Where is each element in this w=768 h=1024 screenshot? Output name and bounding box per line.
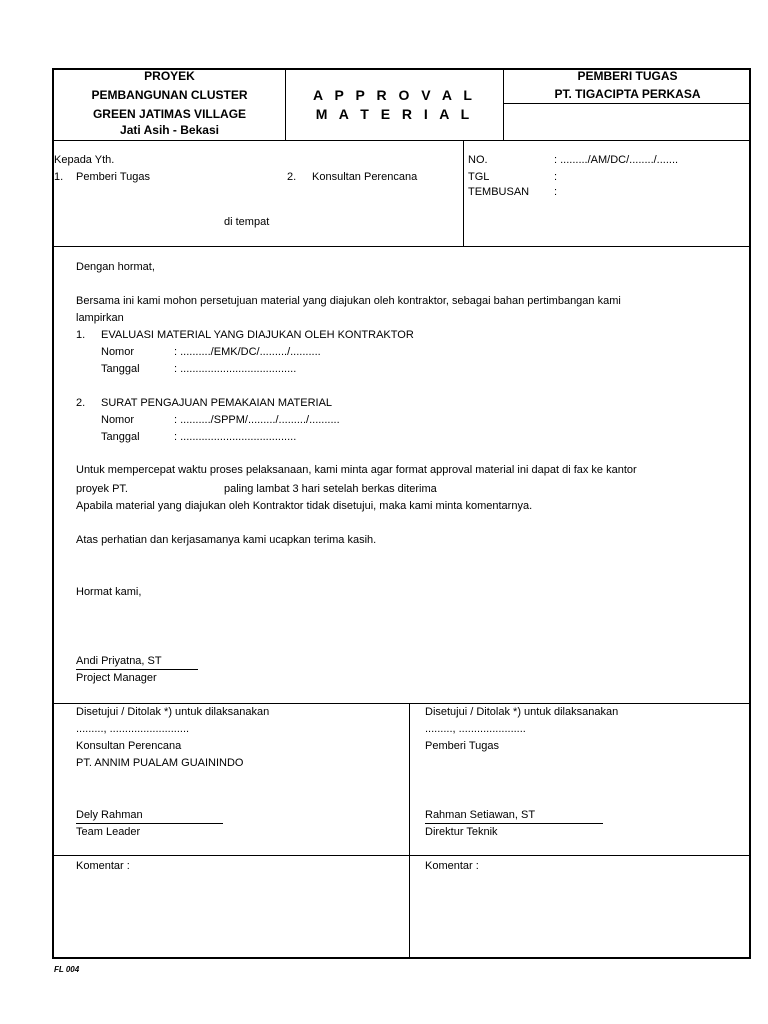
intro-line2: lampirkan — [76, 312, 124, 324]
item1-tanggal-label: Tanggal — [101, 363, 140, 375]
right-approval-status: Disetujui / Ditolak *) untuk dilaksanakan — [425, 706, 619, 718]
left-approval-title: Team Leader — [76, 826, 141, 838]
signer-name: Andi Priyatna, ST — [76, 655, 162, 667]
approval-top-line — [54, 703, 751, 704]
tgl-value: : — [554, 171, 558, 183]
regards: Hormat kami, — [76, 586, 142, 598]
tgl-label: TGL — [468, 171, 490, 183]
project-name-line2: GREEN JATIMAS VILLAGE — [92, 107, 247, 121]
item1-number: 1. — [76, 329, 86, 341]
tembusan-value: : — [554, 186, 558, 198]
item2-nomor-value: : ........../SPPM/........./........./.......... — [174, 414, 340, 426]
greeting: Dengan hormat, — [76, 261, 155, 273]
form-code: FL 004 — [54, 965, 80, 974]
project-label: PROYEK — [144, 69, 195, 83]
left-signature-line — [76, 823, 223, 824]
tembusan-label: TEMBUSAN — [468, 186, 530, 198]
item1-tanggal-value: : ...................................... — [174, 363, 297, 375]
owner-company: PT. TIGACIPTA PERKASA — [554, 87, 701, 101]
para2-line2a: proyek PT. — [76, 483, 128, 495]
to-label: Kepada Yth. — [54, 154, 115, 166]
item1-title: EVALUASI MATERIAL YANG DIAJUKAN OLEH KONTRAKTOR — [101, 329, 414, 341]
place-text: di tempat — [224, 216, 270, 228]
recipient2: Konsultan Perencana — [312, 171, 418, 183]
no-value: : ........./AM/DC/......../....... — [554, 154, 679, 166]
approval-material-form — [52, 68, 751, 959]
left-comment-label: Komentar : — [76, 860, 130, 872]
recipient2-number: 2. — [287, 171, 297, 183]
right-approval-role: Pemberi Tugas — [425, 740, 499, 752]
item2-title: SURAT PENGAJUAN PEMAKAIAN MATERIAL — [101, 397, 333, 409]
signer-title: Project Manager — [76, 672, 157, 684]
approval-divider — [409, 703, 410, 959]
item2-tanggal-label: Tanggal — [101, 431, 140, 443]
left-approval-date: ........., .......................... — [76, 723, 190, 735]
owner-label: PEMBERI TUGAS — [577, 69, 678, 83]
para2-line1: Untuk mempercepat waktu proses pelaksanaan, kami minta agar format approval material ini dapat di fax ke kantor — [76, 464, 637, 476]
item2-tanggal-value: : ...................................... — [174, 431, 297, 443]
right-comment-label: Komentar : — [425, 860, 479, 872]
right-signature-line — [425, 823, 603, 824]
signer-signature-line — [76, 669, 198, 670]
left-approval-status: Disetujui / Ditolak *) untuk dilaksanakan — [76, 706, 270, 718]
project-name-line1: PEMBANGUNAN CLUSTER — [91, 88, 248, 102]
right-approval-title: Direktur Teknik — [425, 826, 498, 838]
item2-number: 2. — [76, 397, 86, 409]
title-material: M A T E R I A L — [315, 106, 474, 122]
address-bottom-line — [54, 246, 751, 247]
address-divider — [463, 140, 464, 246]
intro-line1: Bersama ini kami mohon persetujuan material yang diajukan oleh kontraktor, sebagai bahan pertimbangan kami — [76, 295, 621, 307]
header-bottom-line — [54, 140, 751, 141]
project-location: Jati Asih - Bekasi — [120, 123, 219, 137]
recipient1-number: 1. — [54, 171, 64, 183]
left-approval-role: Konsultan Perencana — [76, 740, 182, 752]
left-approval-company: PT. ANNIM PUALAM GUAININDO — [76, 757, 244, 769]
left-approval-name: Dely Rahman — [76, 809, 143, 821]
para3: Apabila material yang diajukan oleh Kontraktor tidak disetujui, maka kami minta komentarnya. — [76, 500, 533, 512]
comments-top-line — [54, 855, 751, 856]
right-approval-name: Rahman Setiawan, ST — [425, 809, 536, 821]
recipient1: Pemberi Tugas — [76, 171, 150, 183]
item1-nomor-label: Nomor — [101, 346, 135, 358]
no-label: NO. — [468, 154, 488, 166]
item1-nomor-value: : ........../EMK/DC/........./.......... — [174, 346, 321, 358]
para2-line2b: paling lambat 3 hari setelah berkas diterima — [224, 483, 437, 495]
item2-nomor-label: Nomor — [101, 414, 135, 426]
title-approval: A P P R O V A L — [313, 87, 476, 103]
closing-thanks: Atas perhatian dan kerjasamanya kami ucapkan terima kasih. — [76, 534, 377, 546]
right-approval-date: ........., ...................... — [425, 723, 526, 735]
